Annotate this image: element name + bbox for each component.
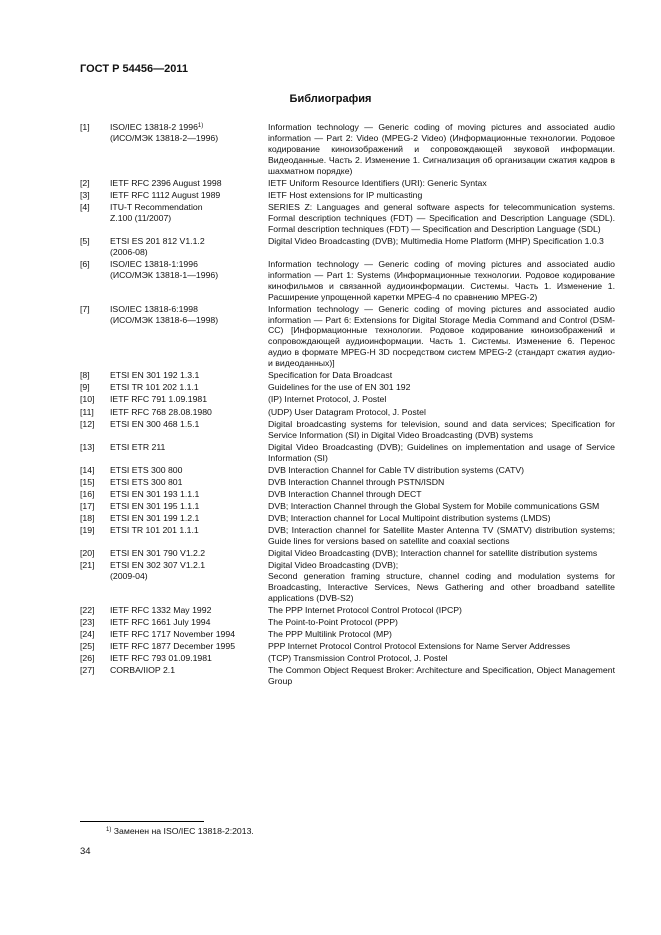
reference-description: Digital Video Broadcasting (DVB); Guidelines on implementation and usage of Service Information (SI): [268, 441, 615, 463]
reference-standard-line: IETF RFC 1661 July 1994: [110, 617, 211, 628]
footnote-reference-mark: 1): [197, 123, 204, 129]
reference-standard-line: Z.100 (11/2007): [110, 212, 172, 223]
reference-description: DVB; Interaction channel for Local Multipoint distribution systems (LMDS): [268, 513, 551, 523]
reference-standard: [110, 653, 268, 664]
reference-number: [7]: [80, 303, 90, 314]
reference-standard-line: IETF RFC 768 28.08.1980: [110, 406, 212, 417]
reference-standard: [110, 501, 268, 512]
reference-item: [80, 489, 615, 500]
footnote-rule: [80, 821, 204, 822]
reference-standard-line: ETSI TR 101 201 1.1.1: [110, 525, 199, 536]
reference-description: The Point-to-Point Protocol (PPP): [268, 617, 398, 628]
reference-standard: [110, 465, 268, 476]
reference-standard-line: ETSI TR 101 202 1.1.1: [110, 382, 199, 393]
reference-standard: [110, 122, 268, 177]
reference-standard: [110, 605, 268, 616]
reference-standard: [110, 617, 268, 628]
reference-standard-line: IETF RFC 1717 November 1994: [110, 629, 236, 640]
reference-number: [23]: [80, 617, 95, 628]
reference-description: (IP) Internet Protocol, J. Postel: [268, 394, 387, 405]
reference-standard-line: ETSI EN 301 193 1.1.1: [110, 488, 200, 499]
reference-item: [80, 641, 615, 652]
reference-list: [80, 122, 615, 688]
reference-item: [80, 190, 615, 201]
reference-number: [9]: [80, 382, 90, 393]
reference-standard-line: ITU-T Recommendation: [110, 201, 203, 212]
reference-standard: [110, 525, 268, 547]
reference-item: [80, 122, 615, 177]
reference-number: [4]: [80, 201, 90, 212]
reference-standard: [110, 548, 268, 559]
reference-description: Digital broadcasting systems for television, sound and data services; Specification for Service Information (SI) in Digital Video Broadcasting (DVB) systems: [268, 418, 615, 440]
reference-standard-line: (2009-04): [110, 571, 148, 582]
reference-item: [80, 629, 615, 640]
bibliography-title: Библиография: [289, 93, 372, 105]
reference-number: [16]: [80, 488, 95, 499]
reference-standard-line: IETF RFC 1332 May 1992: [110, 605, 212, 615]
reference-standard-line: IETF RFC 793 01.09.1981: [110, 653, 212, 664]
reference-number: [13]: [80, 441, 95, 452]
reference-item: [80, 202, 615, 235]
reference-description: Digital Video Broadcasting (DVB); Interaction channel for satellite distribution systems: [268, 548, 598, 559]
reference-standard-line: ETSI ETS 300 801: [110, 476, 183, 487]
reference-number: [2]: [80, 177, 90, 188]
reference-description: SERIES Z: Languages and general software aspects for telecommunication systems. Formal description techniques (FDT) — Specification and Description Language (SDL). Formal description techniques (FDT) — Specification and Description Language (SDL): [268, 201, 615, 234]
reference-number: [12]: [80, 418, 95, 429]
document-header: ГОСТ Р 54456—2011: [80, 63, 188, 75]
reference-number: [5]: [80, 235, 90, 246]
footnote: [106, 826, 254, 836]
reference-item: [80, 525, 615, 547]
reference-standard-line: CORBA/IIOP 2.1: [110, 665, 176, 676]
reference-item: [80, 513, 615, 524]
reference-item: [80, 665, 615, 687]
reference-number: [15]: [80, 476, 95, 487]
reference-standard-line: (ИСО/МЭК 13818-1—1996): [110, 269, 219, 280]
reference-item: [80, 259, 615, 303]
reference-item: [80, 617, 615, 628]
footnote-mark: 1): [106, 827, 112, 833]
reference-number: [17]: [80, 500, 95, 511]
reference-number: [20]: [80, 548, 95, 559]
reference-description: Guidelines for the use of EN 301 192: [268, 382, 411, 393]
reference-standard: [110, 370, 268, 381]
reference-description: Information technology — Generic coding of moving pictures and associated audio information — Part 2: Video (MPEG-2 Video) (Информационные технологии. Родовое кодирование киноизображений и сопровождающей звуковой информации. Видеоданные. Часть 2. Изменение 1. Сигнализация об организации сжатия кадров в шахматном порядке): [268, 122, 615, 176]
reference-description: (UDP) User Datagram Protocol, J. Postel: [268, 406, 426, 417]
reference-item: [80, 419, 615, 441]
reference-number: [25]: [80, 641, 95, 652]
reference-number: [22]: [80, 605, 95, 615]
reference-number: [26]: [80, 653, 95, 664]
reference-description: (TCP) Transmission Control Protocol, J. Postel: [268, 653, 448, 664]
reference-item: [80, 304, 615, 369]
reference-number: [18]: [80, 513, 95, 523]
reference-item: [80, 605, 615, 616]
reference-number: [8]: [80, 370, 90, 381]
reference-standard: [110, 641, 268, 652]
reference-standard: [110, 382, 268, 393]
reference-standard: [110, 442, 268, 464]
reference-number: [3]: [80, 189, 90, 200]
reference-standard-line: ETSI EN 300 468 1.5.1: [110, 418, 200, 429]
reference-standard-line: ISO/IEC 13818-1:1996: [110, 258, 198, 269]
reference-standard-line: ETSI EN 302 307 V1.2.1: [110, 560, 206, 571]
reference-number: [11]: [80, 406, 94, 417]
reference-description: The PPP Multilink Protocol (MP): [268, 629, 392, 640]
reference-standard-line: ISO/IEC 13818-2 1996: [110, 122, 198, 132]
reference-standard-line: (2006-08): [110, 246, 148, 257]
reference-description: The PPP Internet Protocol Control Protocol (IPCP): [268, 605, 462, 615]
reference-standard-line: (ИСО/МЭК 13818-2—1996): [110, 132, 219, 143]
reference-standard: [110, 394, 268, 405]
reference-item: [80, 653, 615, 664]
reference-item: [80, 560, 615, 604]
reference-number: [1]: [80, 122, 90, 132]
reference-standard-line: ETSI EN 301 790 V1.2.2: [110, 548, 206, 559]
reference-description: Digital Video Broadcasting (DVB); Multimedia Home Platform (MHP) Specification 1.0.3: [268, 235, 604, 246]
reference-standard: [110, 190, 268, 201]
reference-number: [14]: [80, 464, 95, 475]
reference-description: IETF Host extensions for IP multicasting: [268, 189, 423, 200]
reference-description: Information technology — Generic coding of moving pictures and associated audio information — Part 1: Systems (Информационные технологии. Родовое кодирование кинофильмов и связанной аудиоинформации. Системы. Часть 1. Изменение 1. Расширение упрощенной каретки MPEG-4 по сравнению MPEG-2): [268, 258, 615, 302]
reference-item: [80, 236, 615, 258]
reference-standard-line: ETSI EN 301 195 1.1.1: [110, 500, 200, 511]
reference-standard-line: IETF RFC 791 1.09.1981: [110, 394, 208, 405]
reference-standard-line: ETSI EN 301 192 1.3.1: [110, 370, 200, 381]
reference-item: [80, 548, 615, 559]
reference-number: [19]: [80, 525, 95, 536]
reference-standard: [110, 202, 268, 235]
reference-standard-line: (ИСО/МЭК 13818-6—1998): [110, 314, 219, 325]
reference-standard: [110, 304, 268, 369]
reference-standard: [110, 477, 268, 488]
reference-number: [27]: [80, 665, 95, 676]
reference-standard: [110, 259, 268, 303]
reference-standard: [110, 560, 268, 604]
reference-description: Information technology — Generic coding of moving pictures and associated audio information — Part 6: Extensions for Digital Storage Media Command and Control (DSM-CC) [Информационные технологии. Родовое кодирование киноизображений и сопровождающей аудиоинформации. Часть 1. Системы. Изменение 6. Перенос аудио в формате MPEG-H 3D посредством систем MPEG-2 (стандарт сжатия аудио- и видеоданных)]: [268, 303, 615, 369]
reference-standard: [110, 419, 268, 441]
reference-item: [80, 178, 615, 189]
reference-standard: [110, 407, 268, 418]
reference-standard: [110, 665, 268, 687]
reference-standard: [110, 629, 268, 640]
reference-item: [80, 465, 615, 476]
reference-standard-line: IETF RFC 1112 August 1989: [110, 189, 221, 200]
reference-description: IETF Uniform Resource Identifiers (URI): Generic Syntax: [268, 177, 487, 188]
reference-standard: [110, 489, 268, 500]
reference-standard-line: ISO/IEC 13818-6:1998: [110, 303, 198, 314]
page-number: 34: [80, 846, 91, 857]
reference-standard-line: ETSI ETR 211: [110, 441, 166, 452]
reference-number: [10]: [80, 394, 95, 405]
reference-description: DVB Interaction Channel through DECT: [268, 488, 422, 499]
reference-item: [80, 370, 615, 381]
reference-description: The Common Object Request Broker: Architecture and Specification, Object Management Group: [268, 665, 615, 687]
reference-standard-line: ETSI ETS 300 800: [110, 464, 183, 475]
reference-number: [6]: [80, 258, 90, 269]
reference-description: DVB; Interaction Channel through the Global System for Mobile communications GSM: [268, 500, 600, 511]
footnote-text: Заменен на ISO/IEC 13818-2:2013.: [113, 826, 254, 836]
reference-description: DVB Interaction Channel through PSTN/ISDN: [268, 476, 445, 487]
reference-standard: [110, 236, 268, 258]
reference-standard: [110, 513, 268, 524]
reference-number: [21]: [80, 560, 95, 571]
reference-description: Specification for Data Broadcast: [268, 370, 393, 381]
reference-standard-line: IETF RFC 1877 December 1995: [110, 641, 236, 652]
reference-standard-line: ETSI EN 301 199 1.2.1: [110, 513, 200, 523]
reference-item: [80, 501, 615, 512]
reference-standard: [110, 178, 268, 189]
reference-item: [80, 407, 615, 418]
reference-description: Digital Video Broadcasting (DVB); Second generation framing structure, channel coding and modulation systems for Broadcasting, Interactive Services, News Gathering and other broadband satellite applications (DVB-S2): [268, 560, 615, 603]
reference-item: [80, 394, 615, 405]
reference-standard-line: IETF RFC 2396 August 1998: [110, 177, 222, 188]
reference-item: [80, 382, 615, 393]
reference-description: PPP Internet Protocol Control Protocol Extensions for Name Server Addresses: [268, 641, 571, 652]
reference-item: [80, 477, 615, 488]
reference-description: DVB; Interaction channel for Satellite Master Antenna TV (SMATV) distribution systems; Guide lines for versions based on satellite and coaxial sections: [268, 525, 615, 546]
reference-description: DVB Interaction Channel for Cable TV distribution systems (CATV): [268, 464, 525, 475]
reference-item: [80, 442, 615, 464]
reference-standard-line: ETSI ES 201 812 V1.1.2: [110, 235, 205, 246]
reference-number: [24]: [80, 629, 95, 640]
